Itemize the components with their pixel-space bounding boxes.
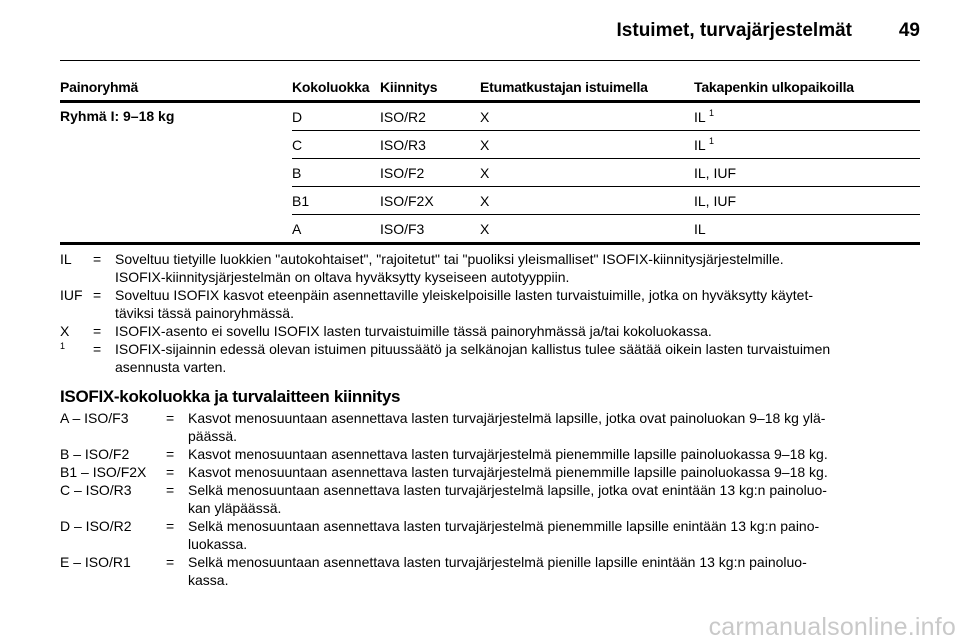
class-description: Kasvot menosuuntaan asennettava lasten turvajärjestelmä lapsille, jotka ovat painoluokan 9–18 kg ylä- päässä. bbox=[188, 410, 826, 444]
fixture-cell: ISO/F2 bbox=[380, 159, 480, 187]
weight-group-cell: Ryhmä I: 9–18 kg bbox=[60, 102, 292, 244]
legend-item bbox=[60, 340, 922, 376]
column-header-rear-outer-seats: Takapenkin ulkopaikoilla bbox=[694, 78, 920, 102]
class-description: Selkä menosuuntaan asennettava lasten turvajärjestelmä pienille lapsille enintään 13 kg:n painoluo- kassa. bbox=[188, 554, 807, 588]
class-key: A – ISO/F3 bbox=[60, 410, 129, 426]
legend-key: IUF bbox=[60, 287, 83, 303]
legend-item bbox=[60, 250, 922, 286]
fixture-cell: ISO/F3 bbox=[380, 215, 480, 244]
front-seat-cell: X bbox=[480, 215, 694, 244]
class-key: D – ISO/R2 bbox=[60, 518, 132, 534]
footnote-marker: 1 bbox=[60, 341, 66, 351]
rear-seat-cell: IL $^1$ bbox=[694, 102, 920, 131]
list-item bbox=[60, 463, 922, 481]
isofix-table bbox=[60, 78, 920, 245]
section-heading: ISOFIX-kokoluokka ja turvalaitteen kiinnitys bbox=[60, 387, 401, 406]
class-description: Kasvot menosuuntaan asennettava lasten turvajärjestelmä pienemmille lapsille painoluokassa 9–18 kg. bbox=[188, 464, 828, 480]
page-title: Istuimet, turvajärjestelmät bbox=[616, 20, 852, 41]
list-item bbox=[60, 517, 922, 553]
column-header-weight-group: Painoryhmä bbox=[60, 78, 292, 102]
legend-equals: = bbox=[93, 287, 102, 303]
legend-equals: = bbox=[93, 323, 102, 339]
footnote-marker: 1 bbox=[709, 135, 715, 146]
table-legend bbox=[60, 250, 922, 376]
legend-equals: = bbox=[93, 341, 102, 357]
rear-seat-cell: IL $^1$ bbox=[694, 131, 920, 159]
front-seat-cell: X bbox=[480, 131, 694, 159]
class-equals: = bbox=[166, 410, 175, 426]
column-header-size-class: Kokoluokka bbox=[292, 78, 380, 102]
size-class-cell: D bbox=[292, 102, 380, 131]
legend-text: Soveltuu ISOFIX kasvot eteenpäin asennettaville yleiskelpoisille lasten turvaistuimille, jotka on hyväksytty käytet- täviksi tässä painoryhmässä. bbox=[115, 287, 814, 321]
legend-key: IL bbox=[60, 251, 72, 267]
page-number: 49 bbox=[898, 20, 920, 41]
table-header-row bbox=[60, 78, 920, 102]
class-key: B1 – ISO/F2X bbox=[60, 464, 147, 480]
column-header-front-seat: Etumatkustajan istuimella bbox=[480, 78, 694, 102]
legend-key bbox=[60, 340, 93, 376]
list-item bbox=[60, 445, 922, 463]
class-description: Kasvot menosuuntaan asennettava lasten turvajärjestelmä pienemmille lapsille painoluokassa 9–18 kg. bbox=[188, 446, 828, 462]
legend-equals: = bbox=[93, 251, 102, 267]
size-class-cell: A bbox=[292, 215, 380, 244]
class-equals: = bbox=[166, 482, 175, 498]
size-class-cell: C bbox=[292, 131, 380, 159]
class-description: Selkä menosuuntaan asennettava lasten turvajärjestelmä pienemmille lapsille enintään 13 kg:n paino- luokassa. bbox=[188, 518, 820, 552]
column-header-fixture: Kiinnitys bbox=[380, 78, 480, 102]
legend-item bbox=[60, 322, 922, 340]
rear-seat-cell: IL bbox=[694, 215, 920, 244]
list-item bbox=[60, 409, 922, 445]
class-key: B – ISO/F2 bbox=[60, 446, 130, 462]
class-equals: = bbox=[166, 518, 175, 534]
size-class-cell: B1 bbox=[292, 187, 380, 215]
class-equals: = bbox=[166, 554, 175, 570]
fixture-cell: ISO/R2 bbox=[380, 102, 480, 131]
class-equals: = bbox=[166, 464, 175, 480]
class-description: Selkä menosuuntaan asennettava lasten turvajärjestelmä lapsille, jotka ovat enintään 13 kg:n painoluo- kan yläpäässä. bbox=[188, 482, 827, 516]
table-row bbox=[60, 102, 920, 131]
legend-item bbox=[60, 286, 922, 322]
front-seat-cell: X bbox=[480, 102, 694, 131]
front-seat-cell: X bbox=[480, 159, 694, 187]
rear-seat-cell: IL, IUF bbox=[694, 159, 920, 187]
class-equals: = bbox=[166, 446, 175, 462]
legend-text: ISOFIX-asento ei sovellu ISOFIX lasten turvaistuimille tässä painoryhmässä ja/tai kokoluokassa. bbox=[115, 323, 712, 339]
list-item bbox=[60, 481, 922, 517]
fixture-cell: ISO/F2X bbox=[380, 187, 480, 215]
page-header bbox=[60, 14, 920, 58]
header-divider bbox=[60, 60, 920, 61]
legend-key: X bbox=[60, 323, 70, 339]
class-key: E – ISO/R1 bbox=[60, 554, 131, 570]
footnote-marker: 1 bbox=[709, 107, 715, 118]
class-key: C – ISO/R3 bbox=[60, 482, 132, 498]
fixture-cell: ISO/R3 bbox=[380, 131, 480, 159]
legend-text: Soveltuu tietyille luokkien "autokohtaiset", "rajoitetut" tai "puoliksi yleismalliset" ISOFIX-kiinnitysjärjestelmille. ISOFIX-kiinnitysjärjestelmän on oltava hyväksytty kyseiseen autotyyppiin. bbox=[115, 251, 784, 285]
watermark: carmanualsonline.info bbox=[708, 613, 956, 641]
size-class-cell: B bbox=[292, 159, 380, 187]
front-seat-cell: X bbox=[480, 187, 694, 215]
size-class-list bbox=[60, 409, 922, 589]
rear-seat-cell: IL, IUF bbox=[694, 187, 920, 215]
list-item bbox=[60, 553, 922, 589]
legend-text: ISOFIX-sijainnin edessä olevan istuimen pituussäätö ja selkänojan kallistus tulee säätää oikein lasten turvaistuimen asennusta varten. bbox=[115, 341, 831, 375]
